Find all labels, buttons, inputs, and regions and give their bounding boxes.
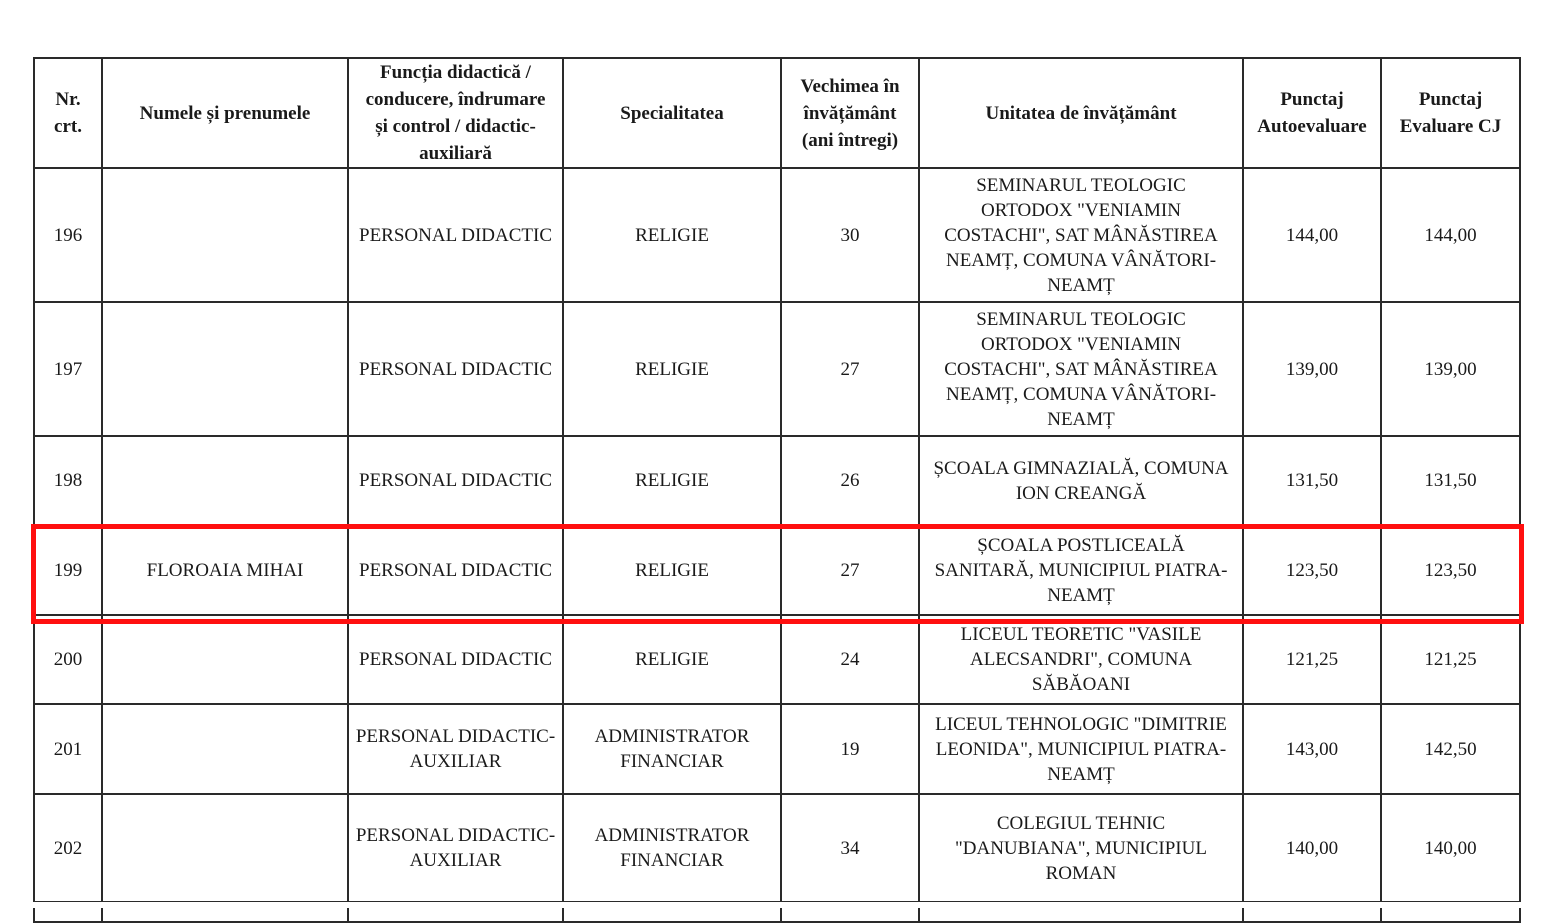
header-seniority: Vechimea în învățământ (ani întregi) [781, 58, 919, 168]
cell-nr: 201 [34, 704, 102, 794]
header-cj-score: Punctaj Evaluare CJ [1381, 58, 1520, 168]
cell-self-score: 131,50 [1243, 436, 1381, 525]
cell-name [102, 794, 348, 902]
evaluation-table [33, 57, 1521, 923]
page-crop-edge [0, 902, 1542, 908]
cell-function: PERSONAL DIDACTIC [348, 525, 563, 615]
cell-specialty: RELIGIE [563, 168, 781, 302]
cell-specialty: ADMINISTRATOR FINANCIAR [563, 704, 781, 794]
cell-name: FLOROAIA MIHAI [102, 525, 348, 615]
cell-self-score: 144,00 [1243, 168, 1381, 302]
header-nr: Nr. crt. [34, 58, 102, 168]
cell-specialty: RELIGIE [563, 615, 781, 704]
cell-cj-score: 140,00 [1381, 794, 1520, 902]
document-page [33, 57, 1521, 923]
cell-cj-score: 123,50 [1381, 525, 1520, 615]
header-function: Funcția didactică / conducere, îndrumare și control / didactic- auxiliară [348, 58, 563, 168]
cell-function: PERSONAL DIDACTIC- AUXILIAR [348, 704, 563, 794]
table-row [34, 615, 1520, 704]
cell-school: ȘCOALA GIMNAZIALĂ, COMUNA ION CREANGĂ [919, 436, 1243, 525]
cell-nr: 199 [34, 525, 102, 615]
cell-school: SEMINARUL TEOLOGIC ORTODOX "VENIAMIN COSTACHI", SAT MÂNĂSTIREA NEAMȚ, COMUNA VÂNĂTORI- NEAMȚ [919, 168, 1243, 302]
cell-school: LICEUL TEHNOLOGIC "DIMITRIE LEONIDA", MUNICIPIUL PIATRA- NEAMȚ [919, 704, 1243, 794]
cell-self-score: 140,00 [1243, 794, 1381, 902]
cell-nr: 200 [34, 615, 102, 704]
table-row [34, 794, 1520, 902]
cell-years: 34 [781, 794, 919, 902]
cell-name [102, 436, 348, 525]
cell-cj-score: 144,00 [1381, 168, 1520, 302]
cell-years: 27 [781, 302, 919, 436]
cell-nr: 202 [34, 794, 102, 902]
cell-name [102, 615, 348, 704]
header-row [34, 58, 1520, 168]
cell-school: SEMINARUL TEOLOGIC ORTODOX "VENIAMIN COSTACHI", SAT MÂNĂSTIREA NEAMȚ, COMUNA VÂNĂTORI- NEAMȚ [919, 302, 1243, 436]
cell-cj-score: 131,50 [1381, 436, 1520, 525]
header-name: Numele și prenumele [102, 58, 348, 168]
table-row-highlighted [34, 525, 1520, 615]
cell-cj-score: 121,25 [1381, 615, 1520, 704]
table-row [34, 168, 1520, 302]
header-self-score: Punctaj Autoevaluare [1243, 58, 1381, 168]
cell-function: PERSONAL DIDACTIC [348, 436, 563, 525]
cell-years: 27 [781, 525, 919, 615]
cell-self-score: 121,25 [1243, 615, 1381, 704]
cell-years: 30 [781, 168, 919, 302]
cell-self-score: 123,50 [1243, 525, 1381, 615]
cell-nr: 197 [34, 302, 102, 436]
cell-function: PERSONAL DIDACTIC [348, 168, 563, 302]
table-row [34, 704, 1520, 794]
cell-specialty: RELIGIE [563, 525, 781, 615]
cell-function: PERSONAL DIDACTIC [348, 615, 563, 704]
cell-specialty: ADMINISTRATOR FINANCIAR [563, 794, 781, 902]
cell-nr: 198 [34, 436, 102, 525]
table-body [34, 168, 1520, 922]
cell-self-score: 143,00 [1243, 704, 1381, 794]
table-header [34, 58, 1520, 168]
cell-function: PERSONAL DIDACTIC [348, 302, 563, 436]
cell-name [102, 704, 348, 794]
cell-name [102, 168, 348, 302]
header-specialty: Specialitatea [563, 58, 781, 168]
cell-years: 19 [781, 704, 919, 794]
cell-school: LICEUL TEORETIC "VASILE ALECSANDRI", COMUNA SĂBĂOANI [919, 615, 1243, 704]
cell-name [102, 302, 348, 436]
cell-cj-score: 142,50 [1381, 704, 1520, 794]
cell-self-score: 139,00 [1243, 302, 1381, 436]
cell-years: 24 [781, 615, 919, 704]
cell-cj-score: 139,00 [1381, 302, 1520, 436]
cell-school: COLEGIUL TEHNIC "DANUBIANA", MUNICIPIUL ROMAN [919, 794, 1243, 902]
cell-specialty: RELIGIE [563, 436, 781, 525]
header-school: Unitatea de învățământ [919, 58, 1243, 168]
cell-nr: 196 [34, 168, 102, 302]
cell-years: 26 [781, 436, 919, 525]
table-row [34, 436, 1520, 525]
cell-function: PERSONAL DIDACTIC- AUXILIAR [348, 794, 563, 902]
table-row [34, 302, 1520, 436]
cell-school: ȘCOALA POSTLICEALĂ SANITARĂ, MUNICIPIUL PIATRA- NEAMȚ [919, 525, 1243, 615]
cell-specialty: RELIGIE [563, 302, 781, 436]
